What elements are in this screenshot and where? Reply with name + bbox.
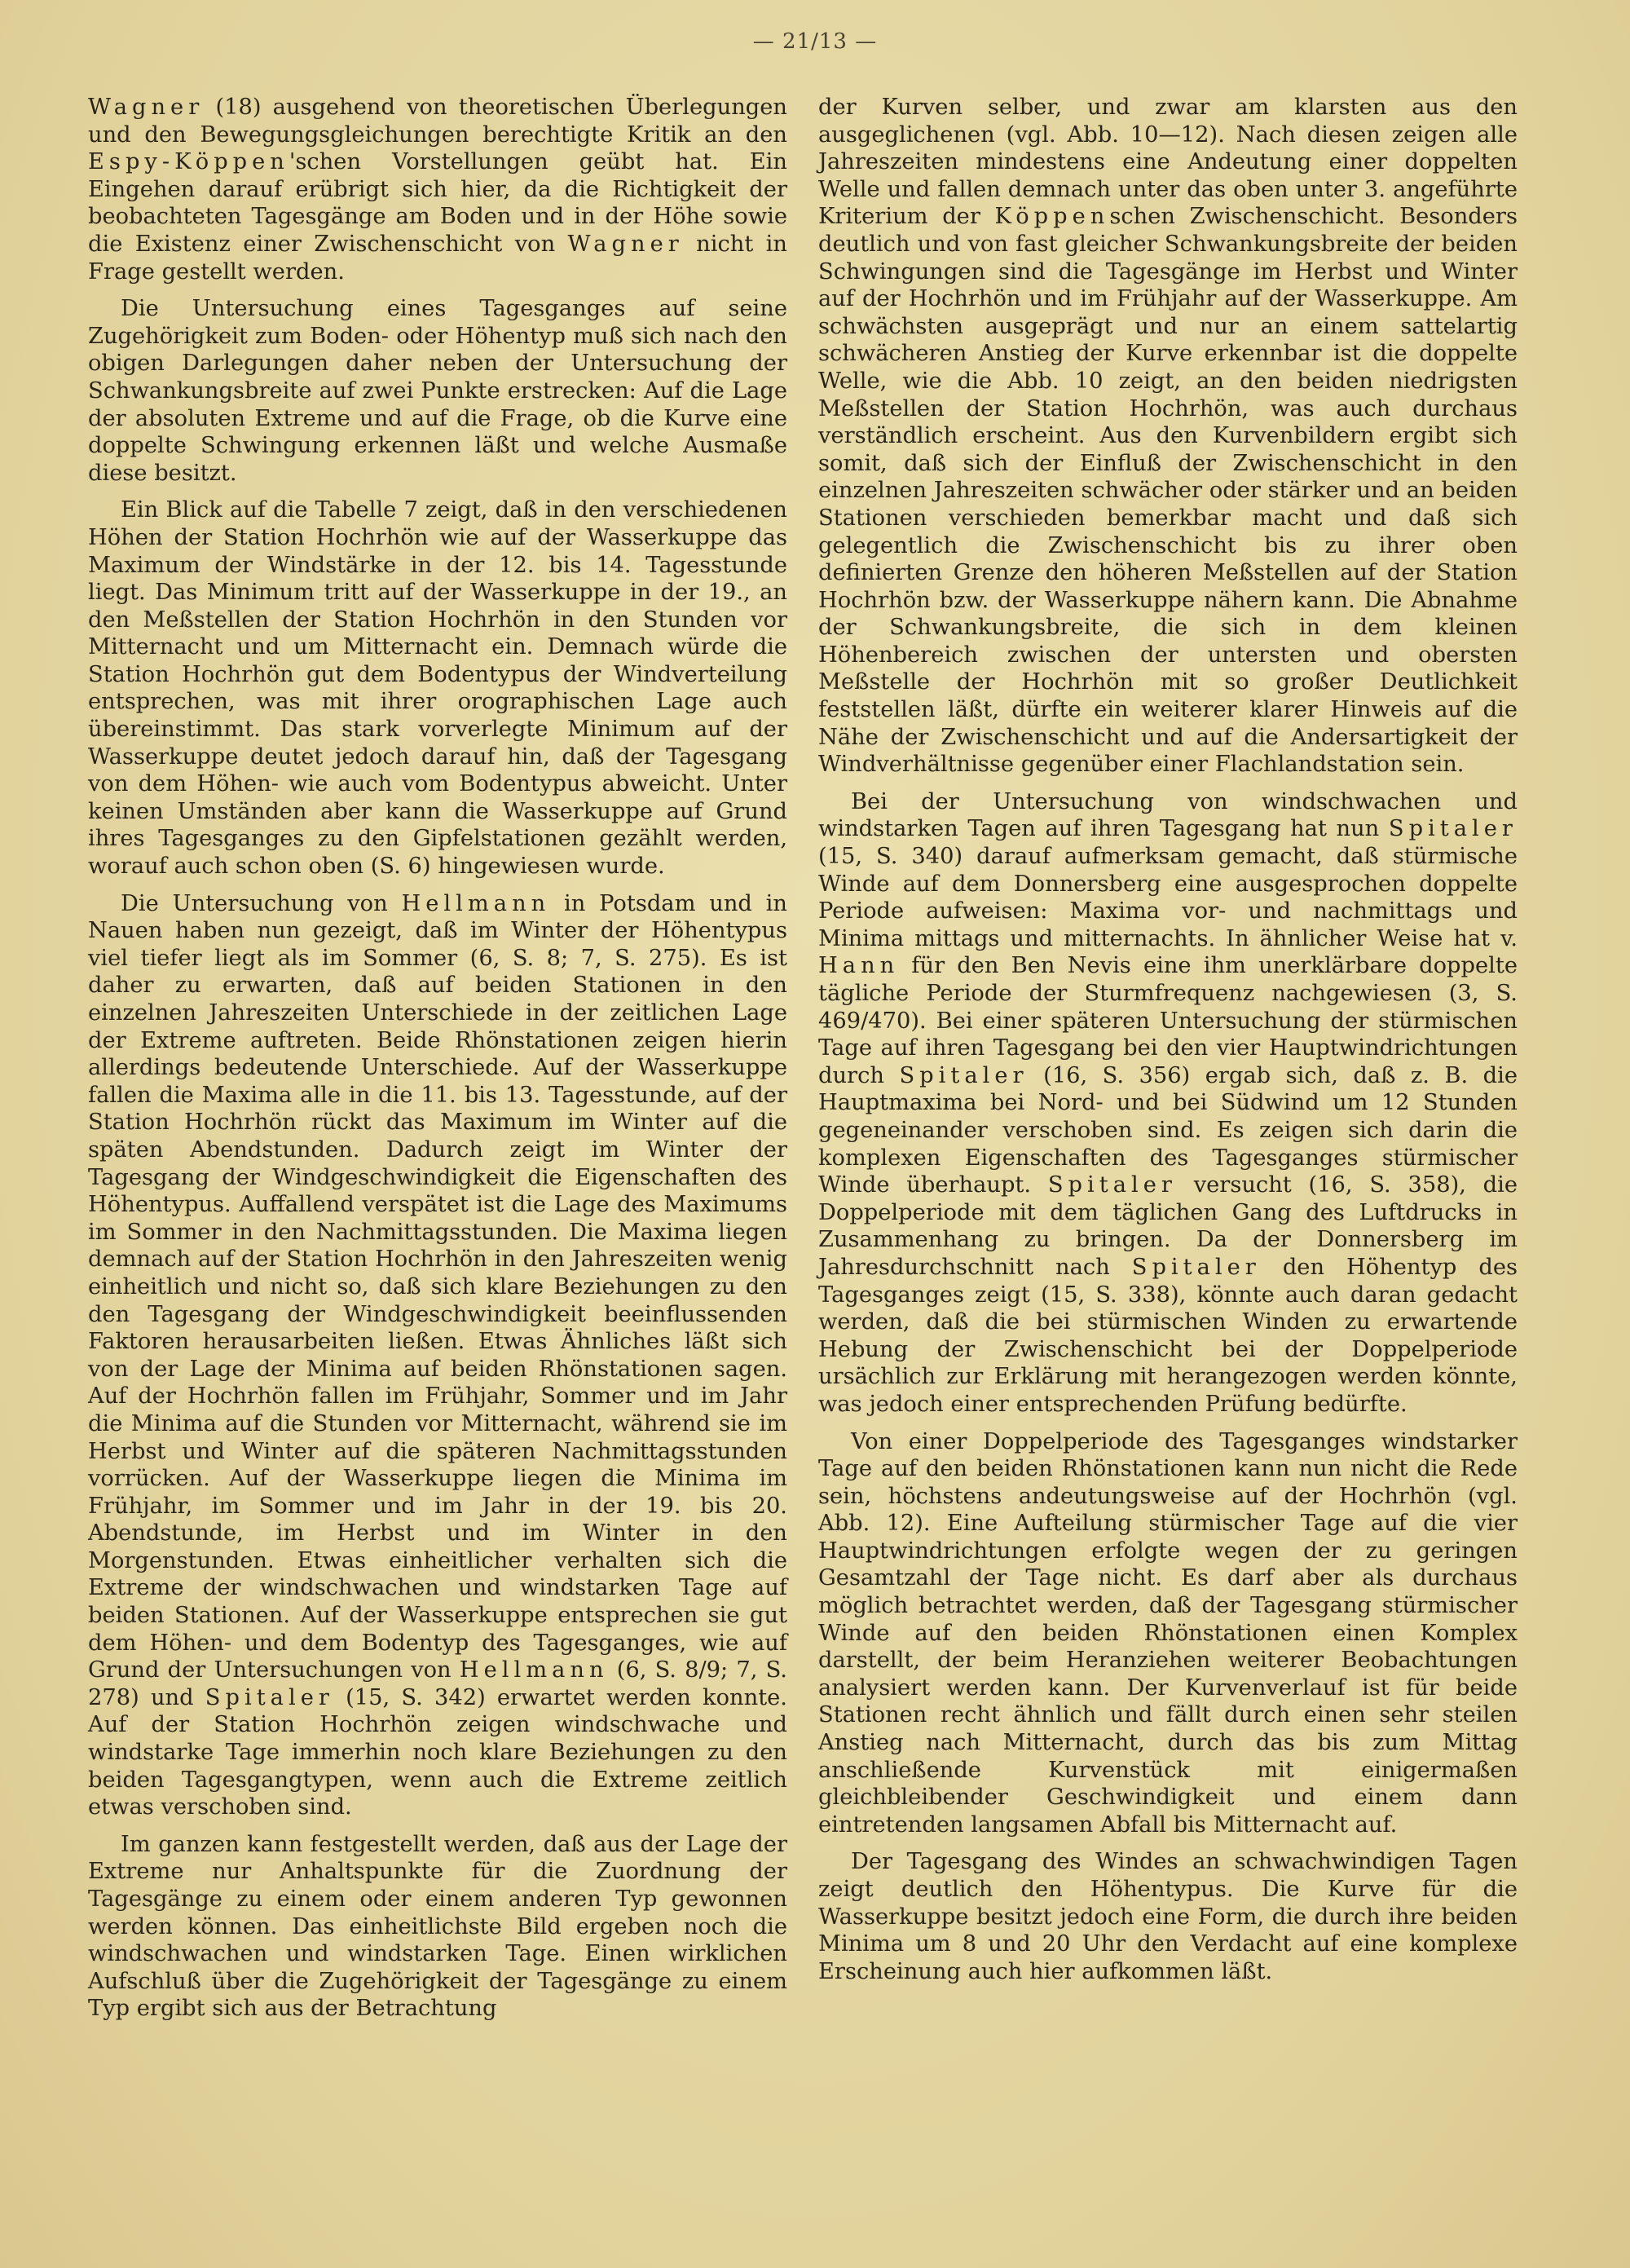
author-name: Wagner [88,95,205,120]
paragraph [818,1428,1518,1839]
text-run: Von einer Doppelperiode des Tagesganges windstarker Tage auf den beiden Rhönstationen kann nun nicht die Rede sein, höchstens andeutungsweise auf der Hochrhön (vgl. Abb. 12). Eine Aufteilung stürmischer Tage auf die vier Hauptwindrichtungen erfolgte wegen der zu geringen Gesamtzahl der Tage nicht. Es darf aber als durchaus möglich betrachtet werden, daß der Tagesgang stürmischer Winde auf den beiden Rhönstationen einen Komplex darstellt, der beim Heranziehen weiterer Beobachtungen analysiert werden kann. Der Kurvenverlauf ist für beide Stationen recht ähnlich und fällt durch einen sehr steilen Anstieg nach Mitternacht, durch das bis zum Mittag anschließende Kurvenstück mit einigermaßen gleichbleibender Geschwindigkeit und einem dann eintretenden langsamen Abfall bis Mitternacht auf. [818,1428,1518,1838]
right-column [818,94,1518,1995]
author-name: Spitaler [205,1684,334,1710]
text-run: schen Zwischenschicht. Besonders deutlich und von fast gleicher Schwankungsbreite der beiden Schwingungen sind die Tagesgänge im Herbst und Winter auf der Hochrhön und im Frühjahr auf der Wasserkuppe. Am schwächsten ausgeprägt und nur an einem sattelartig schwächeren Anstieg der Kurve erkennbar ist die doppelte Welle, wie die Abb. 10 zeigt, an den beiden niedrigsten Meßstellen der Station Hochrhön, was auch durchaus verständlich erscheint. Aus den Kurvenbildern ergibt sich somit, daß sich der Einfluß der Zwischenschicht in den einzelnen Jahreszeiten schwächer oder stärker und an beiden Stationen verschieden bemerkbar macht und daß sich gelegentlich die Zwischenschicht bis zu ihrer oben definierten Grenze den höheren Meßstellen auf der Station Hochrhön bzw. der Wasserkuppe nähern kann. Die Abnahme der Schwankungsbreite, die sich in dem kleinen Höhenbereich zwischen der untersten und obersten Meßstelle der Hochrhön mit so großer Deutlichkeit feststellen läßt, dürfte ein weiterer klarer Hinweis auf die Nähe der Zwischenschicht und auf die Andersartigkeit der Windverhältnisse gegenüber einer Flachlandstation sein. [818,204,1518,778]
author-name: Hellmann [401,890,551,916]
author-name: Spitaler [1388,816,1518,842]
text-run: (16, S. 356) ergab sich, daß z. B. die Hauptmaxima bei Nord- und bei Südwind um 12 Stunden gegeneinander verschoben sind. Es zeigen sich darin die komplexen Eigenschaften des Tagesganges stürmischer Winde überhaupt. [818,1062,1518,1198]
paragraph [88,295,787,487]
author-name: Spitaler [1047,1172,1177,1198]
text-run: Im ganzen kann festgestellt werden, daß aus der Lage der Extreme nur Anhaltspunkte für die Zuordnung der Tagesgänge zu einem oder einem anderen Typ gewonnen werden können. Das einheitlichste Bild ergeben noch die windschwachen und windstarken Tage. Einen wirklichen Aufschluß über die Zugehörigkeit der Tagesgänge zu einem Typ ergibt sich aus der Betrachtung [88,1831,787,2022]
text-run: (6, S. 8/9; 7, S. 278) und [88,1657,787,1710]
author-name: Spitaler [1131,1254,1261,1280]
text-run: nicht in Frage gestellt werden. [88,231,787,285]
text-run: Die Untersuchung eines Tagesganges auf seine Zugehörigkeit zum Boden- oder Höhentyp muß sich nach den obigen Darlegungen daher neben der Untersuchung der Schwankungsbreite auf zwei Punkte erstrecken: Auf die Lage der absoluten Extreme und auf die Frage, ob die Kurve eine doppelte Schwingung erkennen läßt und welche Ausmaße diese besitzt. [88,296,787,486]
text-run: in Potsdam und in Nauen haben nun gezeigt, daß im Winter der Höhentypus viel tiefer liegt als im Sommer (6, S. 8; 7, S. 275). Es ist daher zu erwarten, daß auf beiden Stationen in den einzelnen Jahreszeiten Unterschiede in der zeitlichen Lage der Extreme auftreten. Beide Rhönstationen zeigen hierin allerdings bedeutende Unterschiede. Auf der Wasserkuppe fallen die Maxima alle in die 11. bis 13. Tagesstunde, auf der Station Hochrhön rückt das Maximum im Winter auf die späten Abendstunden. Dadurch zeigt im Winter der Tagesgang der Windgeschwindigkeit die Eigenschaften des Höhentypus. Auffallend verspätet ist die Lage des Maximums im Sommer in den Nachmittagsstunden. Die Maxima liegen demnach auf der Station Hochrhön in den Jahreszeiten wenig einheitlich und nicht so, daß sich klare Beziehungen zu den den Tagesgang der Windgeschwindigkeit beeinflussenden Faktoren herausarbeiten ließen. Etwas Ähnliches läßt sich von der Lage der Minima auf beiden Rhönstationen sagen. Auf der Hochrhön fallen im Frühjahr, Sommer und im Jahr die Minima auf die Stunden vor Mitternacht, während sie im Herbst und Winter auf die späteren Nachmittagsstunden vorrücken. Auf der Wasserkuppe liegen die Minima im Frühjahr, im Sommer und im Jahr in der 19. bis 20. Abendstunde, im Herbst und im Winter in den Morgenstunden. Etwas einheitlicher verhalten sich die Extreme der windschwachen und windstarken Tage auf beiden Stationen. Auf der Wasserkuppe entsprechen sie gut dem Höhen- und dem Bodentyp des Tagesganges, wie auf Grund der Untersuchungen von [88,890,787,1683]
paragraph [88,94,787,285]
text-run: Ein Blick auf die Tabelle 7 zeigt, daß in den verschiedenen Höhen der Station Hochrhön wie auf der Wasserkuppe das Maximum der Windstärke in der 12. bis 14. Tagesstunde liegt. Das Minimum tritt auf der Wasserkuppe in der 19., an den Meßstellen der Station Hochrhön in den Stunden vor Mitternacht und um Mitternacht ein. Demnach würde die Station Hochrhön gut dem Bodentypus der Windverteilung entsprechen, was mit ihrer orographischen Lage auch übereinstimmt. Das stark vorverlegte Minimum auf der Wasserkuppe deutet jedoch darauf hin, daß der Tagesgang von dem Höhen- wie auch vom Bodentypus abweicht. Unter keinen Umständen aber kann die Wasserkuppe auf Grund ihres Tagesganges zu den Gipfelstationen gezählt werden, worauf auch schon oben (S. 6) hingewiesen wurde. [88,497,787,880]
paragraph [88,1831,787,2023]
author-name: Hann [818,953,900,979]
paragraph [818,1848,1518,1985]
text-run: (15, S. 340) darauf aufmerksam gemacht, daß stürmische Winde auf dem Donnersberg eine ausgesprochen doppelte Periode aufweisen: Maxima vor- und nachmittags und Minima mittags und mitternachts. In ähnlicher Weise hat v. [818,844,1518,951]
page-number: — 21/13 — [752,29,878,54]
author-name: Hellmann [459,1657,609,1683]
paragraph [88,890,787,1821]
text-run: (15, S. 342) erwartet werden konnte. Auf der Station Hochrhön zeigen windschwache und windstarke Tage immerhin noch klare Beziehungen zu den beiden Tagesgangtypen, wenn auch die Extreme zeitlich etwas verschoben sind. [88,1684,787,1820]
text-run: Der Tagesgang des Windes an schwachwindigen Tagen zeigt deutlich den Höhentypus. Die Kurve für die Wasserkuppe besitzt jedoch eine Form, die durch ihre beiden Minima um 8 und 20 Uhr den Verdacht auf eine komplexe Erscheinung auch hier aufkommen läßt. [818,1849,1518,1984]
text-run: für den Ben Nevis eine ihm unerklärbare doppelte tägliche Periode der Sturmfrequenz nachgewiesen (3, S. 469/470). Bei einer späteren Untersuchung der stürmischen Tage auf ihren Tagesgang bei den vier Hauptwindrichtungen durch [818,953,1518,1088]
text-run: Bei der Untersuchung von windschwachen und windstarken Tagen auf ihren Tagesgang hat nun [818,788,1518,842]
text-run: der Kurven selber, und zwar am klarsten aus den ausgeglichenen (vgl. Abb. 10—12). Nach diesen zeigen alle Jahreszeiten mindestens eine Andeutung einer doppelten Welle und fallen demnach unter das oben unter 3. angeführte Kriterium der [818,95,1518,230]
author-name: Köppen [994,204,1110,230]
text-run: den Höhentyp des Tagesganges zeigt (15, S. 338), könnte auch daran gedacht werden, daß die bei stürmischen Winden zu erwartende Hebung der Zwischenschicht bei der Doppelperiode ursächlich zur Erklärung mit herangezogen werden könnte, was jedoch einer entsprechenden Prüfung bedürfte. [818,1254,1518,1417]
text-run: (18) ausgehend von theoretischen Überlegungen und den Bewegungsgleichungen berechtigte Kritik an den [88,95,787,148]
author-name: Wagner [567,231,684,257]
left-column [88,94,787,2032]
paragraph [818,788,1518,1419]
author-name: Espy-Köppen [88,149,289,175]
text-run: versucht (16, S. 358), die Doppelperiode mit dem täglichen Gang des Luftdrucks in Zusammenhang zu bringen. Da der Donnersberg im Jahresdurchschnitt nach [818,1172,1518,1280]
text-run: Die Untersuchung von [121,890,402,916]
paragraph [88,496,787,880]
paragraph [818,94,1518,779]
text-run: 'schen Vorstellungen geübt hat. Ein Eingehen darauf erübrigt sich hier, da die Richtigkeit der beobachteten Tagesgänge am Boden und in der Höhe sowie die Existenz einer Zwischenschicht von [88,149,787,257]
author-name: Spitaler [899,1062,1029,1088]
